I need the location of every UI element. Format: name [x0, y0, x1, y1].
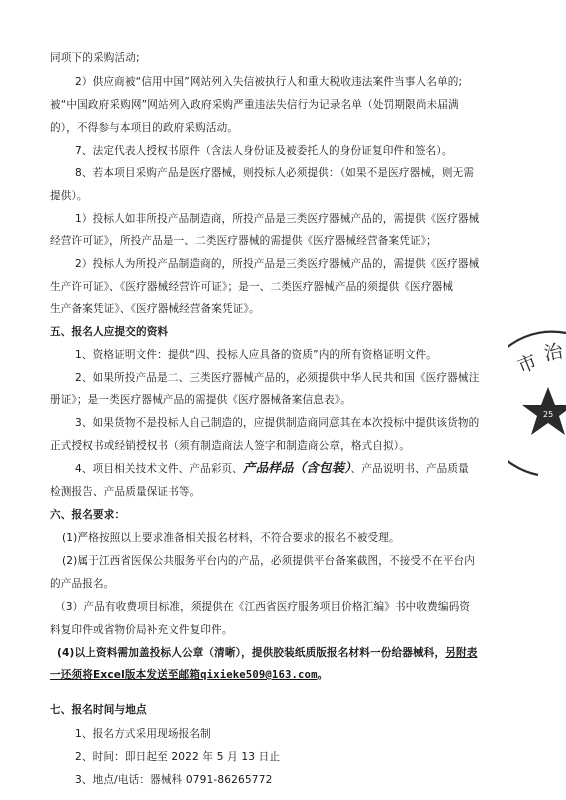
text-line: 正式授权书或经销授权书（须有制造商法人签字和制造商公章，格式自拟）。	[50, 440, 410, 452]
text-line: （3）产品有收费项目标准，须提供在《江西省医疗服务项目价格汇编》书中收费编码资	[55, 601, 471, 613]
text-line: 册证》；是一类医疗器械产品的需提供《医疗器械备案信息表》。	[50, 394, 351, 406]
text-line: 3、如果货物不是投标人自己制造的，应提供制造商同意其在本次投标中提供该货物的	[75, 417, 480, 429]
underlined-text: 一还须将Excel版本发送至邮箱	[50, 669, 201, 681]
seal-text: 治	[542, 340, 565, 366]
text-line: 检测报告、产品质量保证书等。	[50, 486, 201, 498]
text-span: (4)以上资料需加盖投标人公章（清晰），提供胶装纸质版报名材料一份给器械科，	[57, 647, 446, 659]
section-heading: 七、报名时间与地点	[50, 704, 147, 716]
emphasis-text: 产品样品（含包装）	[243, 460, 351, 475]
text-line: 料复印件或省物价局补充文件复印件。	[50, 624, 233, 636]
section-heading: 五、报名人应提交的资料	[50, 326, 169, 338]
text-line: 1、报名方式采用现场报名制	[75, 728, 211, 740]
text-line: 提供）。	[50, 190, 88, 202]
text-line: 1、资格证明文件：提供“四、投标人应具备的资质”内的所有资格证明文件。	[75, 349, 437, 361]
text-line: 8、若本项目采购产品是医疗器械，则投标人必须提供：（如果不是医疗器械，则无需	[75, 167, 475, 179]
text-line	[75, 461, 469, 476]
email-link[interactable]: qixieke509@163.com	[200, 669, 318, 681]
text-line	[57, 646, 477, 660]
text-line: (1)严格按照以上要求准备相关报名材料，不符合要求的报名不被受理。	[62, 532, 400, 544]
text-line: 同项下的采购活动;	[50, 52, 140, 64]
text-line: 被“中国政府采购网”网站列入政府采购严重违法失信行为记录名单（处罚期限尚未届满	[50, 99, 459, 111]
text-line: 的），不得参与本项目的政府采购活动。	[50, 122, 239, 134]
text-line: 2）供应商被“信用中国”网站列入失信被执行人和重大税收违法案件当事人名单的;	[75, 76, 463, 88]
text-line: 3、地点/电话：器械科 0791-86265772	[75, 774, 273, 786]
text-line: 经营许可证》，所投产品是一、二类医疗器械的需提供《医疗器械经营备案凭证》；	[50, 235, 437, 247]
seal-inner-mark: 25	[543, 410, 554, 419]
section-heading: 六、报名要求：	[50, 509, 126, 521]
text-line: 1）投标人如非所投产品制造商，所投产品是三类医疗器械产品的，需提供《医疗器械	[75, 213, 480, 225]
text-line: 生产许可证》、《医疗器械经营许可证》；是一、二类医疗器械产品的须提供《医疗器械	[50, 281, 454, 293]
text-span: 4、项目相关技术文件、产品彩页、	[75, 463, 244, 475]
seal-text: 市	[514, 350, 541, 379]
text-line: 7、法定代表人授权书原件（含法人身份证及被委托人的身份证复印件和签名）。	[75, 145, 453, 157]
text-line: 2、时间：即日起至 2022 年 5 月 13 日止	[75, 751, 281, 763]
underlined-text: 另附表	[445, 647, 478, 659]
text-line: (2)属于江西省医保公共服务平台内的产品，必须提供平台备案截图，不接受不在平台内	[62, 555, 475, 567]
text-span: 、产品说明书、产品质量	[350, 463, 469, 475]
official-seal	[508, 325, 566, 485]
text-span: 。	[317, 669, 329, 681]
text-line: 的产品报名。	[50, 578, 115, 590]
text-line: 生产备案凭证》、《医疗器械经营备案凭证》。	[50, 303, 260, 315]
text-line	[50, 668, 328, 682]
text-line: 2）投标人为所投产品制造商的，所投产品是三类医疗器械产品的，需提供《医疗器械	[75, 258, 480, 270]
text-line: 2、如果所投产品是二、三类医疗器械产品的，必须提供中华人民共和国《医疗器械注	[75, 372, 480, 384]
